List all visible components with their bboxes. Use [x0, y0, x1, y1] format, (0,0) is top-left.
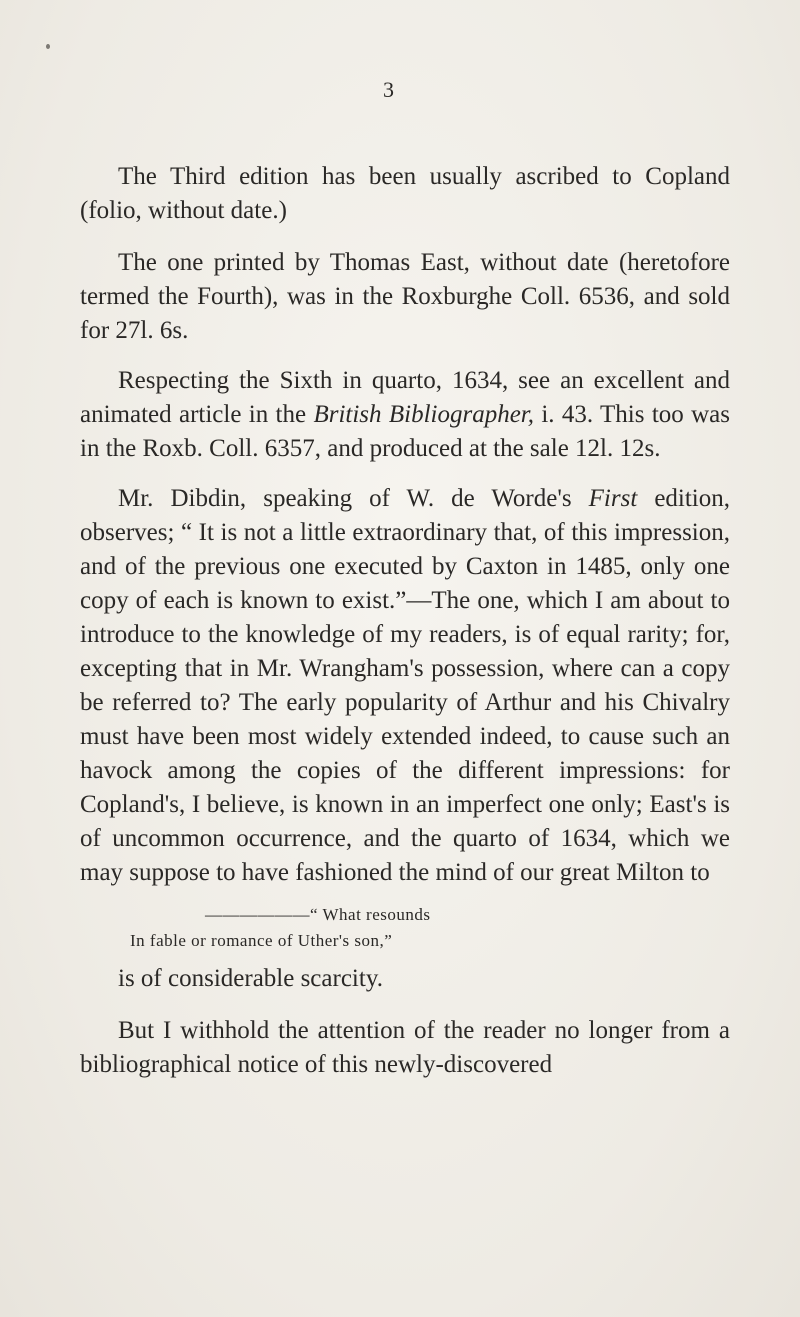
quote-line-2: In fable or romance of Uther's son,”	[130, 931, 393, 950]
paragraph-dibdin-text-1: Mr. Dibdin, speaking of W. de Worde's	[118, 485, 589, 512]
paragraph-third-edition: The Third edition has been usually ascribed to Copland (folio, without date.)	[80, 163, 730, 224]
quote-line-1: ——————“ What resounds	[205, 905, 431, 924]
body-text	[80, 160, 730, 1082]
paragraph-continuation: is of considerable scarcity.	[118, 965, 383, 992]
page-number: 3	[383, 77, 394, 102]
paragraph-sixth-quarto-text-2: i. 43. This too was in the Roxb. Coll. 6357, and produced at the sale 12l. 12s.	[80, 401, 730, 462]
first-edition-italic: First	[588, 485, 638, 512]
paragraph-sixth-quarto	[80, 364, 730, 466]
british-bibliographer-title: British Bibliographer,	[313, 401, 535, 428]
paragraph-dibdin-text-2: edition, observes; “ It is not a little extraordinary that, of this impression, and of the previous one executed by Caxton in 1485, only one copy of each is known to exist.”—The one, which I am about to introduce to the knowledge of my readers, is of equal rarity; for, excepting that in Mr. Wrangham's possession, where can a copy be referred to? The early popularity of Arthur and his Chivalry must have been most widely extended indeed, to cause such an havock among the copies of the different impressions: for Copland's, I believe, is known in an imperfect one only; East's is of uncommon occurrence, and the quarto of 1634, which we may suppose to have fashioned the mind of our great Milton to	[80, 485, 730, 886]
paragraph-withhold: But I withhold the attention of the reader no longer from a bibliographical notice of this newly-discovered	[80, 1017, 730, 1078]
milton-quotation	[80, 902, 730, 954]
paragraph-sixth-quarto-text-1: Respecting the Sixth in quarto, 1634, see an excellent and animated article in the	[80, 367, 730, 428]
page-speck	[46, 44, 50, 49]
paragraph-thomas-east: The one printed by Thomas East, without date (heretofore termed the Fourth), was in the Roxburghe Coll. 6536, and sold for 27l. 6s.	[80, 249, 730, 344]
paragraph-dibdin	[80, 482, 730, 890]
